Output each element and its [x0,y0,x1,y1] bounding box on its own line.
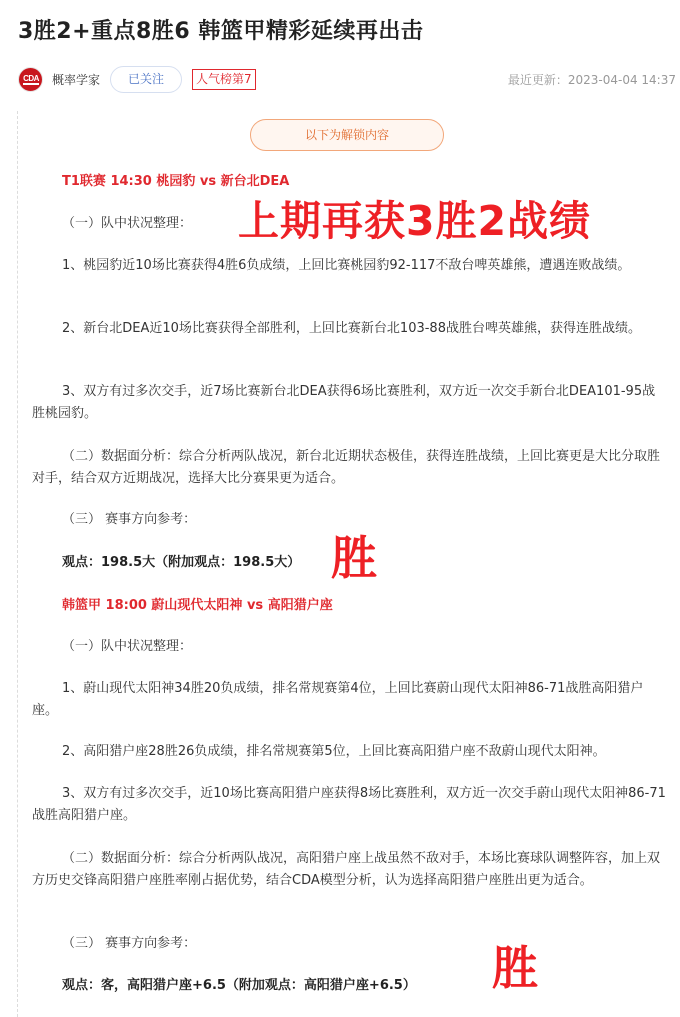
follow-button[interactable]: 已关注 [110,66,182,93]
unlocked-content-banner: 以下为解锁内容 [250,119,444,151]
match1-item2: 2、新台北DEA近10场比赛获得全部胜利，上回比赛新台北103-88战胜台啤英雄熊，获得连胜战绩。 [62,321,641,336]
author-bar [18,64,680,94]
cda-logo-icon: CDA [23,74,39,83]
author-name[interactable]: 概率学家 [52,73,101,87]
match1-item3: 3、双方有过多次交手，近7场比赛新台北DEA获得6场比赛胜利，双方近一次交手新台北DEA101-95战胜桃园豹。 [32,384,656,421]
popularity-rank-badge[interactable]: 人气榜第7 [192,69,256,90]
match1-section2: （二）数据面分析：综合分析两队战况，新台北近期状态极佳，获得连胜战绩，上回比赛更是大比分取胜对手，结合双方近期战况，选择大比分赛果更为适合。 [32,449,661,486]
match1-item1: 1、桃园豹近10场比赛获得4胜6负成绩，上回比赛桃园豹92-117不敌台啤英雄熊，遭遇连败战绩。 [62,258,631,273]
match1-header: T1联赛 14:30 桃园豹 vs 新台北DEA [62,174,290,189]
match2-section1: （一）队中状况整理： [62,639,193,654]
match1-section1: （一）队中状况整理： [62,216,193,231]
match2-item3: 3、双方有过多次交手，近10场比赛高阳猎户座获得8场比赛胜利，双方近一次交手蔚山现代太阳神86-71战胜高阳猎户座。 [32,786,666,823]
match2-view: 观点：客，高阳猎户座+6.5（附加观点：高阳猎户座+6.5） [62,978,416,993]
match2-section2: （二）数据面分析：综合分析两队战况，高阳猎户座上战虽然不敌对手，本场比赛球队调整阵容，加上双方历史交锋高阳猎户座胜率刚占据优势，结合CDA模型分析，认为选择高阳猎户座胜出更为适合。 [32,851,661,888]
last-updated: 最近更新：2023-04-04 14:37 [507,73,676,87]
match1-view: 观点：198.5大（附加观点：198.5大） [62,555,301,570]
match1-section3: （三） 赛事方向参考： [62,512,197,527]
previous-record-stamp: 上期再获3胜2战绩 [238,197,592,245]
win-stamp-match2: 胜 [492,941,538,995]
win-stamp-match1: 胜 [331,531,377,585]
match2-item1: 1、蔚山现代太阳神34胜20负成绩，排名常规赛第4位，上回比赛蔚山现代太阳神86-71战胜高阳猎户座。 [32,681,644,718]
match2-item2: 2、高阳猎户座28胜26负成绩，排名常规赛第5位，上回比赛高阳猎户座不敌蔚山现代太阳神。 [62,744,606,759]
avatar[interactable] [18,67,43,92]
article-title: 3胜2+重点8胜6 韩篮甲精彩延续再出击 [18,19,424,44]
match2-section3: （三） 赛事方向参考： [62,936,197,951]
match2-header: 韩篮甲 18:00 蔚山现代太阳神 vs 高阳猎户座 [62,598,333,613]
